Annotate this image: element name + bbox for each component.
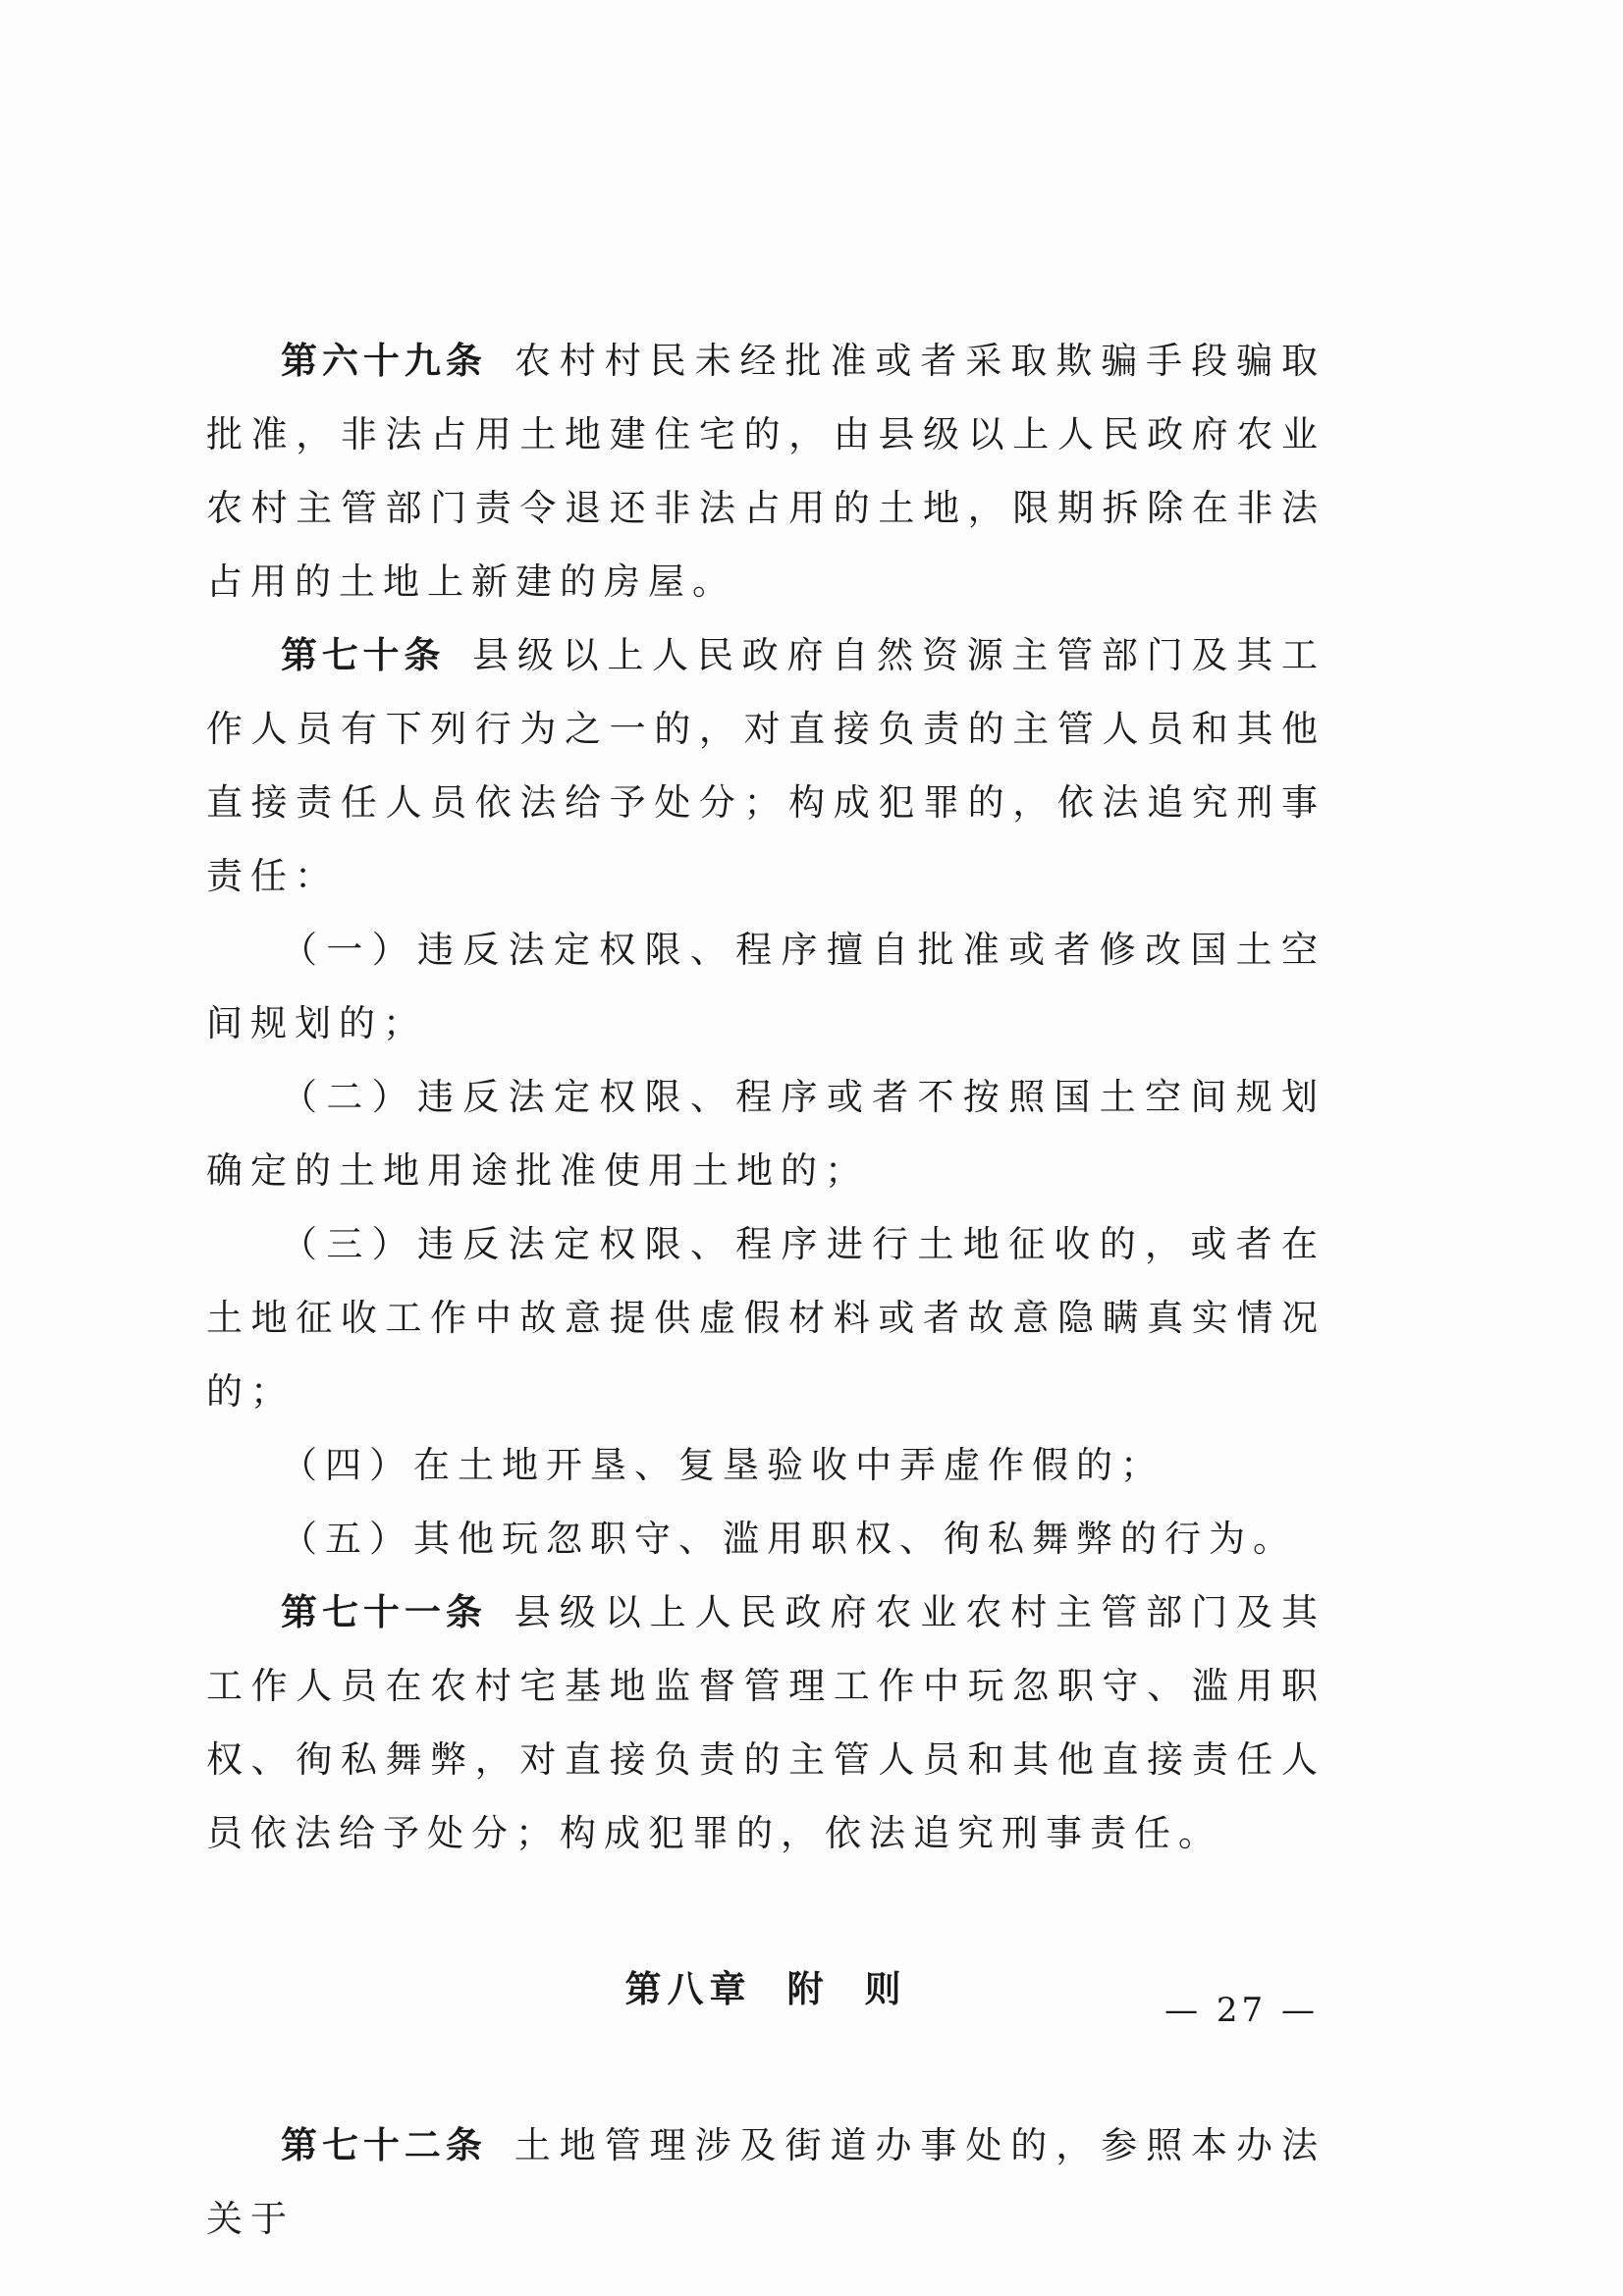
article-71 — [206, 1575, 1325, 1870]
chapter-title — [206, 1952, 1325, 2026]
article-72 — [206, 2109, 1325, 2256]
document-body — [206, 324, 1325, 2256]
chapter-name-char: 则 — [864, 1968, 907, 2010]
list-item: （三）违反法定权限、程序进行土地征收的，或者在土地征收工作中故意提供虚假材料或者故意隐瞒真实情况的； — [206, 1223, 1325, 1413]
page-number: — 27 — — [1164, 1991, 1319, 2030]
article-heading: 第六十九条 — [281, 340, 487, 382]
article-text: 农村村民未经批准或者采取欺骗手段骗取批准，非法占用土地建住宅的，由县级以上人民政府农业农村主管部门责令退还非法占用的土地，限期拆除在非法占用的土地上新建的房屋。 — [206, 340, 1326, 603]
article-text: 土地管理涉及街道办事处的，参照本办法关于 — [206, 2124, 1326, 2240]
article-heading: 第七十条 — [281, 634, 446, 676]
article-text: 县级以上人民政府农业农村主管部门及其工作人员在农村宅基地监督管理工作中玩忽职守、滥用职权、徇私舞弊，对直接负责的主管人员和其他直接责任人员依法给予处分；构成犯罪的，依法追究刑事责任。 — [206, 1591, 1326, 1854]
list-item: （四）在土地开垦、复垦验收中弄虚作假的； — [281, 1444, 1164, 1486]
article-text: 县级以上人民政府自然资源主管部门及其工作人员有下列行为之一的，对直接负责的主管人员和其他直接责任人员依法给予处分；构成犯罪的，依法追究刑事责任： — [206, 634, 1326, 897]
chapter-number: 第八章 — [624, 1968, 752, 2010]
list-item: （一）违反法定权限、程序擅自批准或者修改国土空间规划的； — [206, 929, 1325, 1044]
list-item: （二）违反法定权限、程序或者不按照国土空间规划确定的土地用途批准使用土地的； — [206, 1076, 1325, 1192]
article-heading: 第七十一条 — [281, 1591, 487, 1633]
chapter-name-char: 附 — [786, 1968, 830, 2010]
article-heading: 第七十二条 — [281, 2124, 487, 2166]
article-69 — [206, 324, 1325, 618]
article-70 — [206, 618, 1325, 913]
list-item: （五）其他玩忽职守、滥用职权、徇私舞弊的行为。 — [281, 1518, 1297, 1560]
